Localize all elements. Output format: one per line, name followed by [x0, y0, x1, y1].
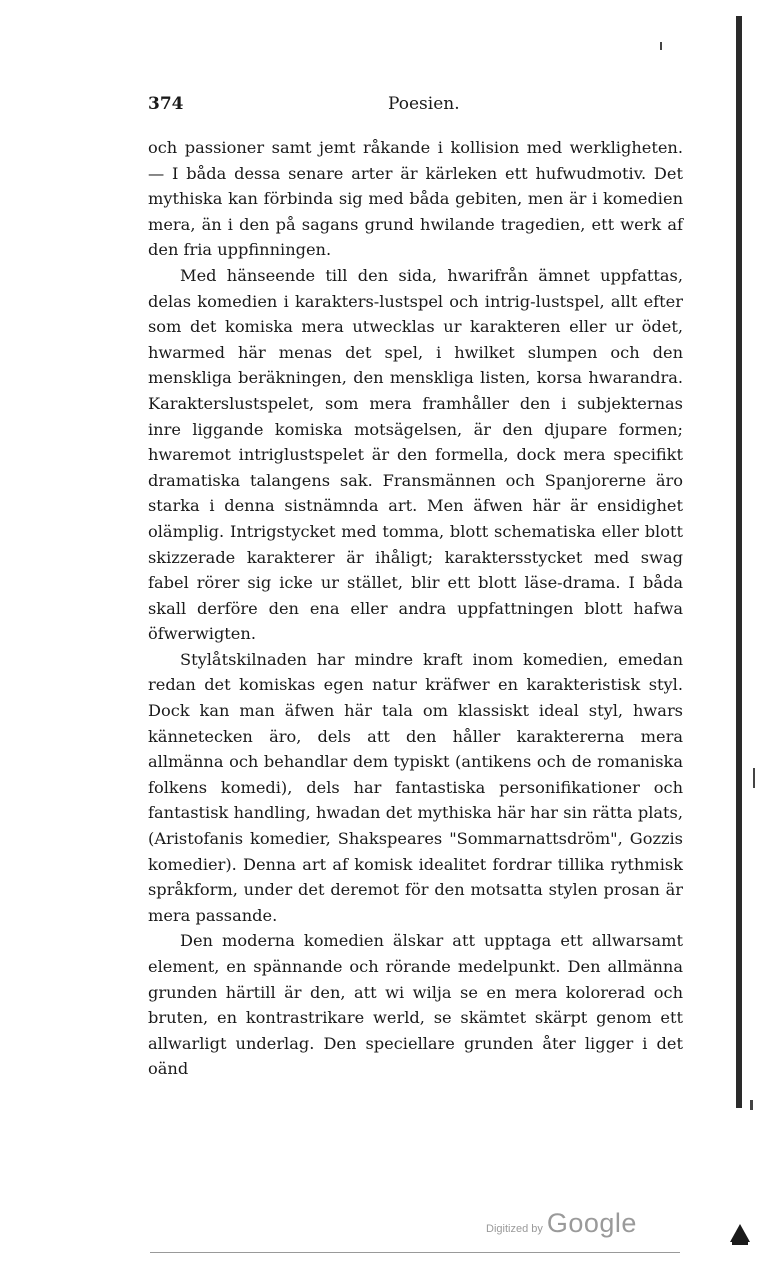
paragraph-karakterslustspel: Med hänseende till den sida, hwarifrån ämnet uppfattas, delas komedien i karakters-lustspel och intrig-lustspel, allt efter som det komiska mera utwecklas ur karakteren eller ur ödet, hwarmed här menas det spel, i hwilket slumpen och den menskliga beräkningen, den menskliga listen, korsa hwarandra. Karakterslustspelet, som mera framhåller den i subjekternas inre liggande komiska motsägelsen, är den djupare formen; hwaremot intriglustspelet är den formella, dock mera specifikt dramatiska talangens sak. Fransmännen och Spanjorerne äro starka i denna sistnämnda art. Men äfwen här är ensidighet olämplig. Intrigstycket med tomma, blott schematiska eller blott skizzerade karakterer är ihåligt; karaktersstycket med swag fabel rörer sig icke ur stället, blir ett blott läse-drama. I båda skall derföre den ena eller andra uppfattningen blott hafwa öfwerwigten.: [148, 265, 683, 644]
paragraph-stylatskilnaden: Stylåtskilnaden har mindre kraft inom komedien, emedan redan det komiskas egen natur kräfwer en karakteristisk styl. Dock kan man äfwen här tala om klassiskt ideal styl, hwars kännetecken äro, dels att den håller karaktererna mera allmänna och behandlar dem typiskt (antikens och de romaniska folkens komedi), dels har fantastiska personifikationer och fantastisk handling, hwadan det mythiska här har sin rätta plats, (Aristofanis komedier, Shakspeares "Sommarnattsdröm", Gozzis komedier). Denna art af komisk idealitet fordrar tillika rythmisk språkform, under det deremot för den motsatta stylen prosan är mera passande.: [148, 649, 683, 925]
page-number: 374: [148, 94, 184, 114]
page-header: [148, 94, 688, 124]
paragraph-moderna-komedien: Den moderna komedien älskar att upptaga ett allwarsamt element, en spännande och rörande medelpunkt. Den allmänna grunden härtill är den, att wi wilja se en mera kolorerad och bruten, en kontrastrikare werld, se skämtet skärpt genom ett allwarligt underlag. Den speciellare grunden åter ligger i det oänd: [148, 931, 683, 1079]
paragraph-continuation: och passioner samt jemt råkande i kollision med werkligheten. — I båda dessa senare arter är kärleken ett hufwudmotiv. Det mythiska kan förbinda sig med båda gebiten, men är i komedien mera, än i den på sagans grund hwilande tragedien, ett werk af den fria uppfinningen.: [148, 138, 683, 260]
scan-speck: [753, 768, 755, 788]
digitization-watermark: [486, 1208, 637, 1239]
scan-margin-shadow: [736, 16, 742, 1108]
body-text: [148, 135, 683, 1082]
scan-speck: [660, 42, 662, 50]
library-stamp-icon: [728, 1222, 752, 1246]
watermark-label: Digitized by: [486, 1223, 543, 1235]
scan-footer-rule: [150, 1252, 680, 1253]
scan-speck: [750, 1100, 753, 1110]
running-title: Poesien.: [388, 94, 460, 114]
watermark-brand: Google: [546, 1208, 637, 1238]
